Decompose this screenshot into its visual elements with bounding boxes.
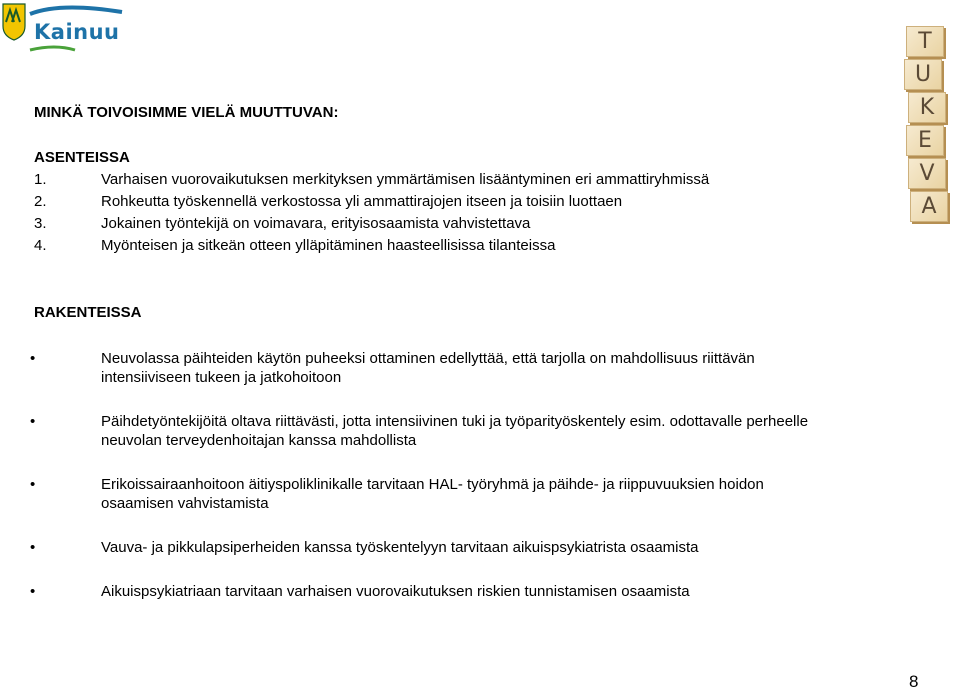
item-text: Rohkeutta työskennellä verkostossa yli ammattirajojen itseen ja toisiin luottaen — [101, 193, 623, 210]
bullet-text-line: Erikoissairaanhoitoon äitiyspoliklinikalle tarvitaan HAL- työryhmä ja päihde- ja riippuvuuksien hoidon — [101, 476, 764, 493]
item-text: Varhaisen vuorovaikutuksen merkityksen ymmärtämisen lisääntyminen eri ammattiryhmissä — [101, 171, 710, 188]
bullet-text-line: Aikuispsykiatriaan tarvitaan varhaisen vuorovaikutuksen riskien tunnistamisen osaamista — [101, 583, 690, 600]
numbered-item — [34, 171, 709, 188]
bullet-text-line: neuvolan terveydenhoitajan kanssa mahdollista — [101, 432, 417, 449]
tukeva-logo — [896, 26, 958, 236]
structures-heading: RAKENTEISSA — [34, 304, 142, 321]
logo-block-v: V — [908, 158, 946, 189]
bullet-icon: • — [30, 350, 36, 367]
item-text: Myönteisen ja sitkeän otteen ylläpitäminen haasteellisissa tilanteissa — [101, 237, 556, 254]
item-text: Jokainen työntekijä on voimavara, erityisosaamista vahvistettava — [101, 215, 531, 232]
logo-block-t: T — [906, 26, 944, 57]
numbered-item — [34, 215, 530, 232]
bullet-text-line: Vauva- ja pikkulapsiperheiden kanssa työskentelyyn tarvitaan aikuispsykiatrista osaamista — [101, 539, 699, 556]
main-title: MINKÄ TOIVOISIMME VIELÄ MUUTTUVAN: — [34, 104, 339, 121]
bullet-icon: • — [30, 583, 36, 600]
logo-text: Kainuu — [34, 20, 120, 44]
numbered-item — [34, 237, 555, 254]
logo-block-e: E — [906, 125, 944, 156]
bullet-text-line: osaamisen vahvistamista — [101, 495, 269, 512]
bullet-text-line: Päihdetyöntekijöitä oltava riittävästi, jotta intensiivinen tuki ja työparityöskentely esim. odottavalle perheelle — [101, 413, 809, 430]
bullet-text-line: intensiiviseen tukeen ja jatkohoitoon — [101, 369, 342, 386]
numbered-item — [34, 193, 622, 210]
logo-block-u: U — [904, 59, 942, 90]
bullet-icon: • — [30, 476, 36, 493]
item-number: 3. — [34, 215, 47, 232]
item-number: 2. — [34, 193, 47, 210]
logo-block-a: A — [910, 191, 948, 222]
page-number: 8 — [909, 672, 919, 691]
logo-block-k: K — [908, 92, 946, 123]
attitudes-heading: ASENTEISSA — [34, 149, 130, 166]
item-number: 4. — [34, 237, 47, 254]
item-number: 1. — [34, 171, 47, 188]
kainuu-logo — [0, 0, 130, 70]
bullet-text-line: Neuvolassa päihteiden käytön puheeksi ottaminen edellyttää, että tarjolla on mahdollisuus riittävän — [101, 350, 755, 367]
bullet-icon: • — [30, 413, 36, 430]
bullet-icon: • — [30, 539, 36, 556]
